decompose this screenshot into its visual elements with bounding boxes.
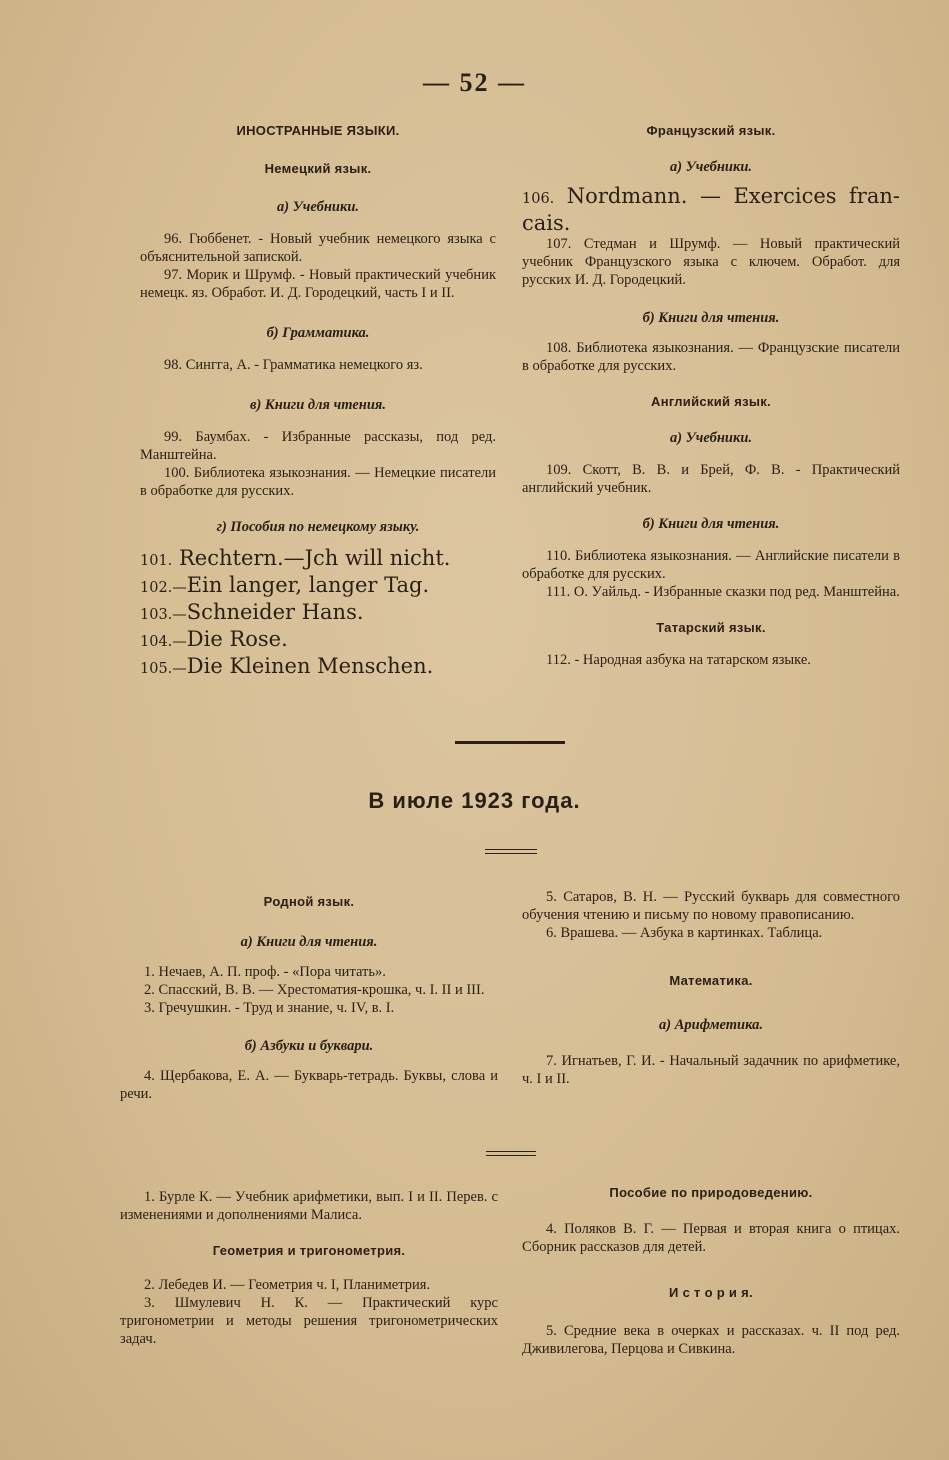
entry-101-number: 101. — [140, 553, 173, 569]
entry-104-number: 104.— — [140, 634, 187, 650]
entry-112: 112. - Народная азбука на татарском языке. — [546, 652, 811, 668]
arithmetic-subheading: а) Арифметика. — [659, 1017, 763, 1033]
entry-5: 5. Сатаров, В. Н. — Русский букварь для совместного обучения чтению и письму по новому правописанию. — [522, 889, 900, 923]
entry-106 — [522, 184, 900, 235]
section-title: В июле 1923 года. — [368, 788, 581, 813]
divider-line — [485, 853, 537, 854]
entry-107: 107. Стедман и Шрумф. — Новый практический учебник Французского языка с ключем. Обработ. для русских И. Д. Городецкий. — [522, 236, 900, 288]
entry-3: 3. Гречушкин. - Труд и знание, ч. IV, в. I. — [144, 1000, 395, 1016]
separator-rule — [455, 741, 565, 744]
left-column-middle — [120, 893, 498, 1103]
french-reading-subheading: б) Книги для чтения. — [642, 310, 780, 326]
entry-99: 99. Баумбах. - Избранные рассказы, под ред. Манштейна. — [140, 429, 496, 463]
german-heading: Немецкий язык. — [264, 161, 372, 176]
entry-101 — [140, 546, 496, 573]
entry-1b: 1. Бурле К. — Учебник арифметики, вып. I и II. Перев. с изменениями и дополнениями Малиса. — [120, 1189, 498, 1223]
entry-103-title: Schneider Hans. — [186, 600, 364, 624]
divider-line — [486, 1151, 536, 1152]
entry-105-number: 105.— — [140, 661, 187, 677]
divider-line — [485, 849, 537, 850]
entry-105 — [140, 654, 496, 681]
entry-111: 111. О. Уайльд. - Избранные сказки под ред. Манштейна. — [546, 584, 900, 600]
english-heading: Английский язык. — [651, 394, 771, 409]
primers-subheading: б) Азбуки и буквари. — [244, 1038, 374, 1054]
entry-106-title: Nordmann. — Exercices fran- cais. — [522, 184, 900, 235]
tatar-heading: Татарский язык. — [656, 620, 766, 635]
entry-96: 96. Гюббенет. - Новый учебник немецкого языка с объяснительной запиской. — [140, 231, 496, 265]
entry-6: 6. Врашева. — Азбука в картинках. Таблица. — [546, 925, 823, 941]
entry-2b: 2. Лебедев И. — Геометрия ч. I, Планиметрия. — [144, 1277, 431, 1293]
nature-heading: Пособие по природоведению. — [609, 1185, 813, 1200]
entry-102-number: 102.— — [140, 580, 187, 596]
entry-97: 97. Морик и Шрумф. - Новый практический учебник немецк. яз. Обработ. И. Д. Городецкий, часть I и II. — [140, 267, 496, 301]
right-column-bottom — [522, 1184, 900, 1358]
math-heading: Математика. — [669, 973, 753, 988]
entry-104-title: Die Rose. — [186, 627, 288, 651]
aids-subheading: г) Пособия по немецкому языку. — [216, 519, 420, 535]
entry-103-number: 103.— — [140, 607, 187, 623]
entry-3b: 3. Шмулевич Н. К. — Практический курс тригонометрии и методы решения тригонометрических задач. — [120, 1295, 498, 1347]
english-textbooks-subheading: а) Учебники. — [669, 430, 753, 446]
native-reading-subheading: а) Книги для чтения. — [240, 934, 378, 950]
entry-1: 1. Нечаев, А. П. проф. - «Пора читать». — [144, 964, 386, 980]
entry-105-title: Die Kleinen Menschen. — [186, 654, 434, 678]
entry-103 — [140, 600, 496, 627]
textbooks-subheading: а) Учебники. — [276, 199, 360, 215]
entry-110: 110. Библиотека языкознания. — Английские писатели в обработке для русских. — [522, 548, 900, 582]
left-column-top — [140, 122, 496, 681]
page-number: — 52 — — [423, 68, 526, 97]
english-reading-subheading: б) Книги для чтения. — [642, 516, 780, 532]
geometry-heading: Геометрия и тригонометрия. — [212, 1243, 406, 1258]
entry-5b: 5. Средние века в очерках и рассказах. ч. II под ред. Дживилегова, Перцова и Сивкина. — [522, 1323, 900, 1357]
section-heading: ИНОСТРАННЫЕ ЯЗЫКИ. — [236, 123, 400, 138]
native-language-heading: Родной язык. — [263, 894, 355, 909]
entry-106-number: 106. — [522, 191, 555, 207]
entry-100: 100. Библиотека языкознания. — Немецкие писатели в обработке для русских. — [140, 465, 496, 499]
entry-2: 2. Спасский, В. В. — Хрестоматия-крошка, ч. I. II и III. — [144, 982, 485, 998]
reading-subheading: в) Книги для чтения. — [250, 397, 386, 413]
divider-line — [486, 1155, 536, 1156]
entry-102 — [140, 573, 496, 600]
left-column-bottom — [120, 1188, 498, 1348]
french-textbooks-subheading: а) Учебники. — [669, 159, 753, 175]
right-column-middle — [522, 888, 900, 1088]
entry-7: 7. Игнатьев, Г. И. - Начальный задачник по арифметике, ч. I и II. — [522, 1053, 900, 1087]
entry-98: 98. Сингга, А. - Грамматика немецкого яз. — [164, 357, 423, 373]
french-heading: Французский язык. — [646, 123, 776, 138]
right-column-top — [522, 122, 900, 669]
grammar-subheading: б) Грамматика. — [266, 325, 370, 341]
entry-102-title: Ein langer, langer Tag. — [186, 573, 430, 597]
entry-108: 108. Библиотека языкознания. — Французские писатели в обработке для русских. — [522, 340, 900, 374]
entry-109: 109. Скотт, В. В. и Брей, Ф. В. - Практический английский учебник. — [522, 462, 900, 496]
entry-101-title: Rechtern.—Jch will nicht. — [178, 546, 451, 570]
history-heading: И с т о р и я. — [669, 1285, 753, 1300]
entry-104 — [140, 627, 496, 654]
entry-4: 4. Щербакова, Е. А. — Букварь-тетрадь. Буквы, слова и речи. — [120, 1068, 498, 1102]
entry-4b: 4. Поляков В. Г. — Первая и вторая книга о птицах. Сборник рассказов для детей. — [522, 1221, 900, 1255]
